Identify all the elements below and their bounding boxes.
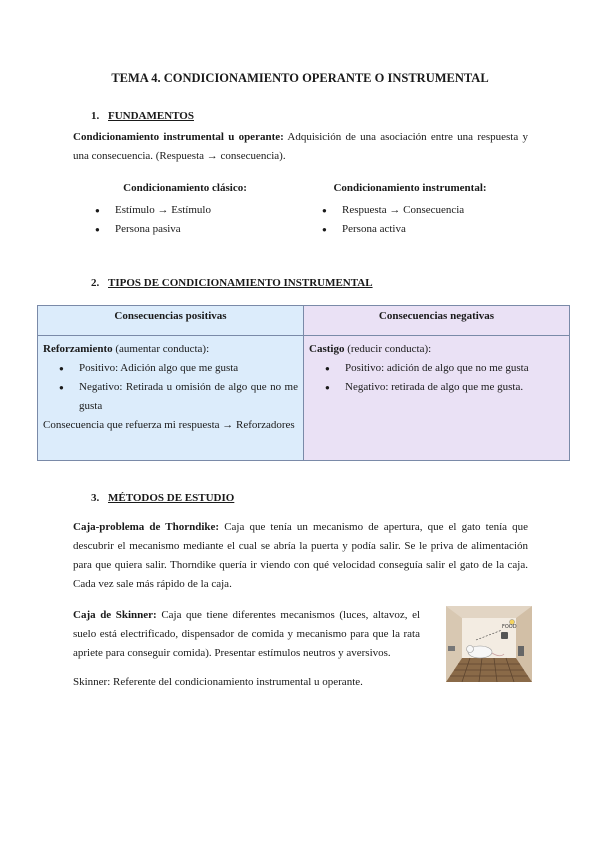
instrumental-heading: Condicionamiento instrumental: [333,182,487,194]
reinforcement-term: Reforzamiento [43,343,113,355]
section-2-number: 2. [91,277,100,289]
section-3-number: 3. [91,492,100,504]
list-item: ● Negativo: retirada de algo que me gusta. [323,378,564,397]
list-item: ● Persona activa [320,220,520,239]
list-item: ● Positivo: adición de algo que no me gusta [323,359,564,378]
list-item: ● Respuesta → Consecuencia [320,201,520,220]
classical-heading: Condicionamiento clásico: [123,182,247,194]
section-1-title: FUNDAMENTOS [108,110,194,122]
reinforcement-footer: Consecuencia que refuerza mi respuesta → Reforzadores [43,419,295,431]
classical-list [93,201,273,239]
page-title: TEMA 4. CONDICIONAMIENTO OPERANTE O INSTRUMENTAL [111,71,489,85]
positive-column-header: Consecuencias positivas [38,306,304,336]
list-item: ● Estímulo → Estímulo [93,201,273,220]
thorndike-term: Caja-problema de Thorndike: [73,521,220,533]
section-2-title: TIPOS DE CONDICIONAMIENTO INSTRUMENTAL [108,277,373,289]
definition-text: Adquisición de una asociación entre una respuesta y una consecuencia. (Respuesta → consecuencia). [73,131,528,162]
instrumental-list [320,201,520,239]
food-label: FOOD [502,624,517,630]
section-1-number: 1. [91,110,100,122]
negative-column-header: Consecuencias negativas [304,306,570,336]
skinner-paragraph [73,606,420,663]
reinforcement-line [43,340,298,359]
section-3-heading [91,492,234,504]
skinner-note: Skinner: Referente del condicionamiento instrumental u operante. [73,676,363,688]
punishment-note: (reducir conducta): [344,343,432,355]
positive-cell [38,336,304,461]
punishment-line [309,340,564,359]
thorndike-text: Caja que tenía un mecanismo de apertura, que el gato tenía que descubrir el mecanismo mediante el cual se abría la puerta y podía salir. Se le priva de alimentación para que quiera salir. Thorndike quería ir viendo con qué velocidad conseguía salir el gato de la caja. Cada vez sale más rápido de la caja. [73,521,528,590]
thorndike-paragraph [73,518,528,594]
skinner-term: Caja de Skinner: [73,609,157,621]
consequences-table [37,305,570,461]
skinner-text: Caja que tiene diferentes mecanismos (luces, altavoz, el suelo está electrificado, dispensador de comida y mecanismo para que la rata apriete para conseguir comida). Presentar estímulos neutros y aversivos. [73,609,421,659]
punishment-term: Castigo [309,343,345,355]
section-1-heading [91,110,194,122]
reinforcement-list [43,359,298,416]
definition-term: Condicionamiento instrumental u operante: [73,131,284,143]
definition-paragraph [73,128,528,166]
list-item: ● Persona pasiva [93,220,273,239]
skinner-box-illustration [446,606,532,682]
negative-cell [304,336,570,461]
punishment-list [309,359,564,397]
section-2-heading [91,277,373,289]
section-3-title: MÉTODOS DE ESTUDIO [108,492,235,504]
list-item: ● Positivo: Adición algo que me gusta [57,359,298,378]
list-item: ● Negativo: Retirada u omisión de algo que no me gusta [57,378,298,416]
reinforcement-note: (aumentar conducta): [112,343,210,355]
